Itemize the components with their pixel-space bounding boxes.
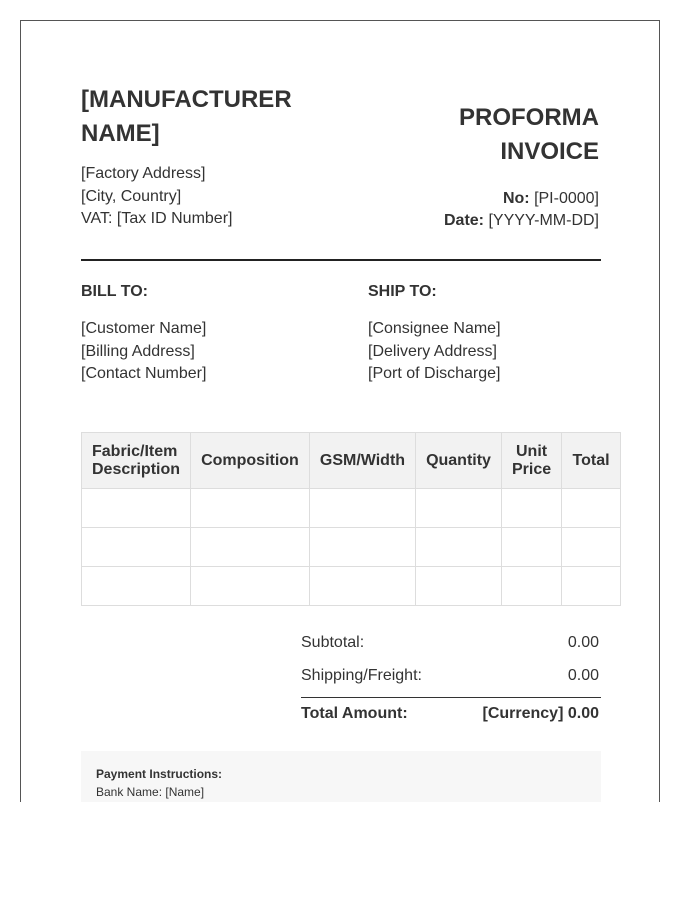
header-divider [81,259,601,261]
subtotal-value: 0.00 [567,634,599,651]
ship-to-line: [Delivery Address] [368,343,497,360]
table-cell [562,528,621,567]
shipping-label: Shipping/Freight: [301,667,422,684]
col-gsm-width: GSM/Width [309,433,415,489]
payment-instructions-title: Payment Instructions: [96,767,223,781]
invoice-date [339,210,599,232]
table-cell [562,489,621,528]
items-table [81,432,621,606]
bank-name-line: Bank Name: [Name] [96,785,205,799]
table-cell [309,489,415,528]
table-cell [191,489,310,528]
invoice-date-label: Date: [444,212,485,229]
table-cell [309,567,415,606]
invoice-number [339,188,599,210]
table-cell [416,528,502,567]
shipping-value: 0.00 [567,667,599,684]
table-cell [501,489,561,528]
total-amount-value: [Currency] 0.00 [482,705,599,722]
factory-address: [Factory Address] [81,165,206,182]
invoice-page [20,20,660,802]
ship-to-line: [Port of Discharge] [368,365,501,382]
bill-to-label: BILL TO: [81,283,148,300]
col-unit-price: Unit Price [501,433,561,489]
vat-line [81,208,232,230]
table-cell [501,567,561,606]
table-row [82,528,621,567]
ship-to-label: SHIP TO: [368,283,437,300]
bill-to-line: [Contact Number] [81,365,207,382]
table-cell [82,528,191,567]
col-composition: Composition [191,433,310,489]
table-cell [416,567,502,606]
table-cell [82,567,191,606]
totals-divider [301,697,601,698]
vat-value: [Tax ID Number] [116,210,233,227]
city-country: [City, Country] [81,188,182,205]
ship-to-line: [Consignee Name] [368,320,501,337]
table-cell [416,489,502,528]
table-cell [501,528,561,567]
subtotal-label: Subtotal: [301,634,365,651]
table-row [82,567,621,606]
col-description: Fabric/Item Description [82,433,191,489]
document-title: PROFORMA INVOICE [459,104,599,165]
col-total: Total [562,433,621,489]
manufacturer-name: [MANUFACTURER NAME] [81,86,292,147]
table-row [82,489,621,528]
table-header-row [82,433,621,489]
invoice-number-label: No: [502,190,530,207]
table-cell [191,567,310,606]
table-cell [82,489,191,528]
vat-label: VAT: [81,210,113,227]
total-amount-label: Total Amount: [301,705,408,722]
invoice-number-value: [PI-0000] [534,190,599,207]
invoice-date-value: [YYYY-MM-DD] [488,212,599,229]
table-cell [309,528,415,567]
col-quantity: Quantity [416,433,502,489]
bill-to-line: [Billing Address] [81,343,195,360]
table-cell [191,528,310,567]
bill-to-line: [Customer Name] [81,320,207,337]
table-cell [562,567,621,606]
